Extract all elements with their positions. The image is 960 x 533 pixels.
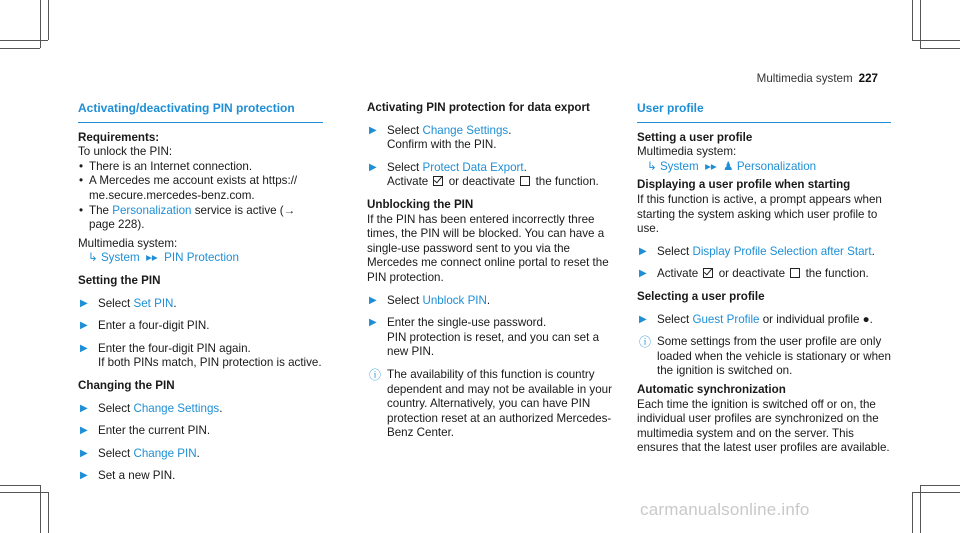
step-arrow-icon: ▶ [369,124,377,136]
step: ▶ Select Guest Profile or individual profile ●. [639,312,873,326]
column-user-profile [637,101,891,456]
checkbox-empty-icon [790,268,800,278]
changing-pin-heading: Changing the PIN [78,378,175,392]
note: ⓘ Some settings from the user profile are only loaded when the vehicle is stationary or when the ignition is switched on. [639,335,891,378]
checkbox-checked-icon [433,176,443,186]
step-arrow-icon: ▶ [80,425,88,437]
running-header [757,72,878,87]
auto-sync-text: Each time the ignition is switched off or on, the individual user profiles are synchronized on the multimedia system and on the server. This ensures that the latest user profiles are available. [637,397,890,455]
display-profile-text: If this function is active, a prompt appears when starting the system asking which user profile to use. [637,192,882,236]
column-pin-protection [78,101,323,484]
unblocking-text: If the PIN has been entered incorrectly three times, the PIN will be blocked. You can have a single-use password sent to you via the Mercedes me connect online portal to reset the PIN protection. [367,212,609,284]
step: ▶ Set a new PIN. [80,469,176,483]
double-chevron-icon: ▸▸ [142,251,161,265]
crop-mark [40,0,41,48]
requirements-intro: To unlock the PIN: [78,145,173,159]
crop-mark [48,0,49,40]
step-arrow-icon: ▶ [369,294,377,306]
step: ▶ Select Change Settings. Confirm with the PIN. [369,123,512,152]
step: ▶ Enter the current PIN. [80,424,211,438]
step-arrow-icon: ▶ [80,342,88,354]
requirements-list [78,160,323,233]
crop-mark [40,485,41,533]
list-item: • The Personalization service is active (→ page 228). [78,204,323,233]
crop-mark [0,48,40,49]
step-arrow-icon: ▶ [80,320,88,332]
step-arrow-icon: ▶ [369,317,377,329]
step: ▶ Select Display Profile Selection after Start. [639,244,875,258]
step: ▶ Select Unblock PIN. [369,293,491,307]
info-icon: ⓘ [639,335,652,350]
step-arrow-icon: ▶ [639,313,647,325]
info-icon: ⓘ [369,367,382,382]
watermark: carmanualsonline.info [640,500,810,519]
menu-arrow-icon: ↳ [647,159,657,173]
requirements-heading: Requirements: [78,130,160,144]
step-arrow-icon: ▶ [639,245,647,257]
step: ▶ Select Change PIN. [80,446,200,460]
crop-mark [912,492,913,533]
menu-arrow-icon: ↳ [88,251,98,265]
step: ▶ Select Protect Data Export. Activate or deactivate the function. [369,160,599,189]
multimedia-label: Multimedia system: [637,145,737,159]
crop-mark [920,485,921,533]
step: ▶ Select Set PIN. [80,296,177,310]
step: ▶ Activate or deactivate the function. [639,267,869,281]
checkbox-checked-icon [703,268,713,278]
column-data-export [367,101,612,441]
menu-path: ↳ System ▸▸ ♟ Personalization [647,159,817,173]
section-title: Activating/deactivating PIN protection [78,101,323,123]
checkbox-empty-icon [520,176,530,186]
crop-mark [0,485,40,486]
page-number: 227 [858,72,878,85]
step: ▶ Enter the single-use password. PIN protection is reset, and you can set a new PIN. [369,316,600,359]
step-arrow-icon: ▶ [80,297,88,309]
personalization-link: Personalization [112,203,192,217]
step: ▶ Select Change Settings. [80,401,223,415]
personalization-icon: ♟ [723,159,734,173]
section-title: User profile [637,101,891,123]
step-arrow-icon: ▶ [80,402,88,414]
list-item: • There is an Internet connection. [78,160,323,175]
double-chevron-icon: ▸▸ [701,159,720,173]
step-arrow-icon: ▶ [369,161,377,173]
setting-pin-heading: Setting the PIN [78,273,161,287]
auto-sync-heading: Automatic synchronization [637,382,786,396]
step-arrow-icon: ▶ [80,447,88,459]
unblocking-heading: Unblocking the PIN [367,197,474,211]
step-arrow-icon: ▶ [80,470,88,482]
crop-mark [912,0,913,40]
crop-mark [920,48,960,49]
selecting-profile-heading: Selecting a user profile [637,289,765,303]
step: ▶ Enter the four-digit PIN again. If both PINs match, PIN protection is active. [80,341,322,370]
bullet-icon: ● [862,312,870,326]
multimedia-label: Multimedia system: [78,236,178,250]
data-export-heading: Activating PIN protection for data export [367,101,590,114]
note: ⓘ The availability of this function is country dependent and may not be available in your country. Alternatively, you can have PIN protection reset at an authorized Mercedes-Benz Center. [369,367,612,440]
crop-mark [920,485,960,486]
list-item: • A Mercedes me account exists at https:// me.secure.mercedes-benz.com. [78,174,323,203]
header-section: Multimedia system [756,72,853,85]
setting-profile-heading: Setting a user profile [637,130,753,144]
menu-path: ↳ System ▸▸ PIN Protection [88,251,239,265]
step: ▶ Enter a four-digit PIN. [80,319,210,333]
crop-mark [920,0,921,48]
display-profile-heading: Displaying a user profile when starting [637,178,851,192]
crop-mark [48,492,49,533]
step-arrow-icon: ▶ [639,268,647,280]
